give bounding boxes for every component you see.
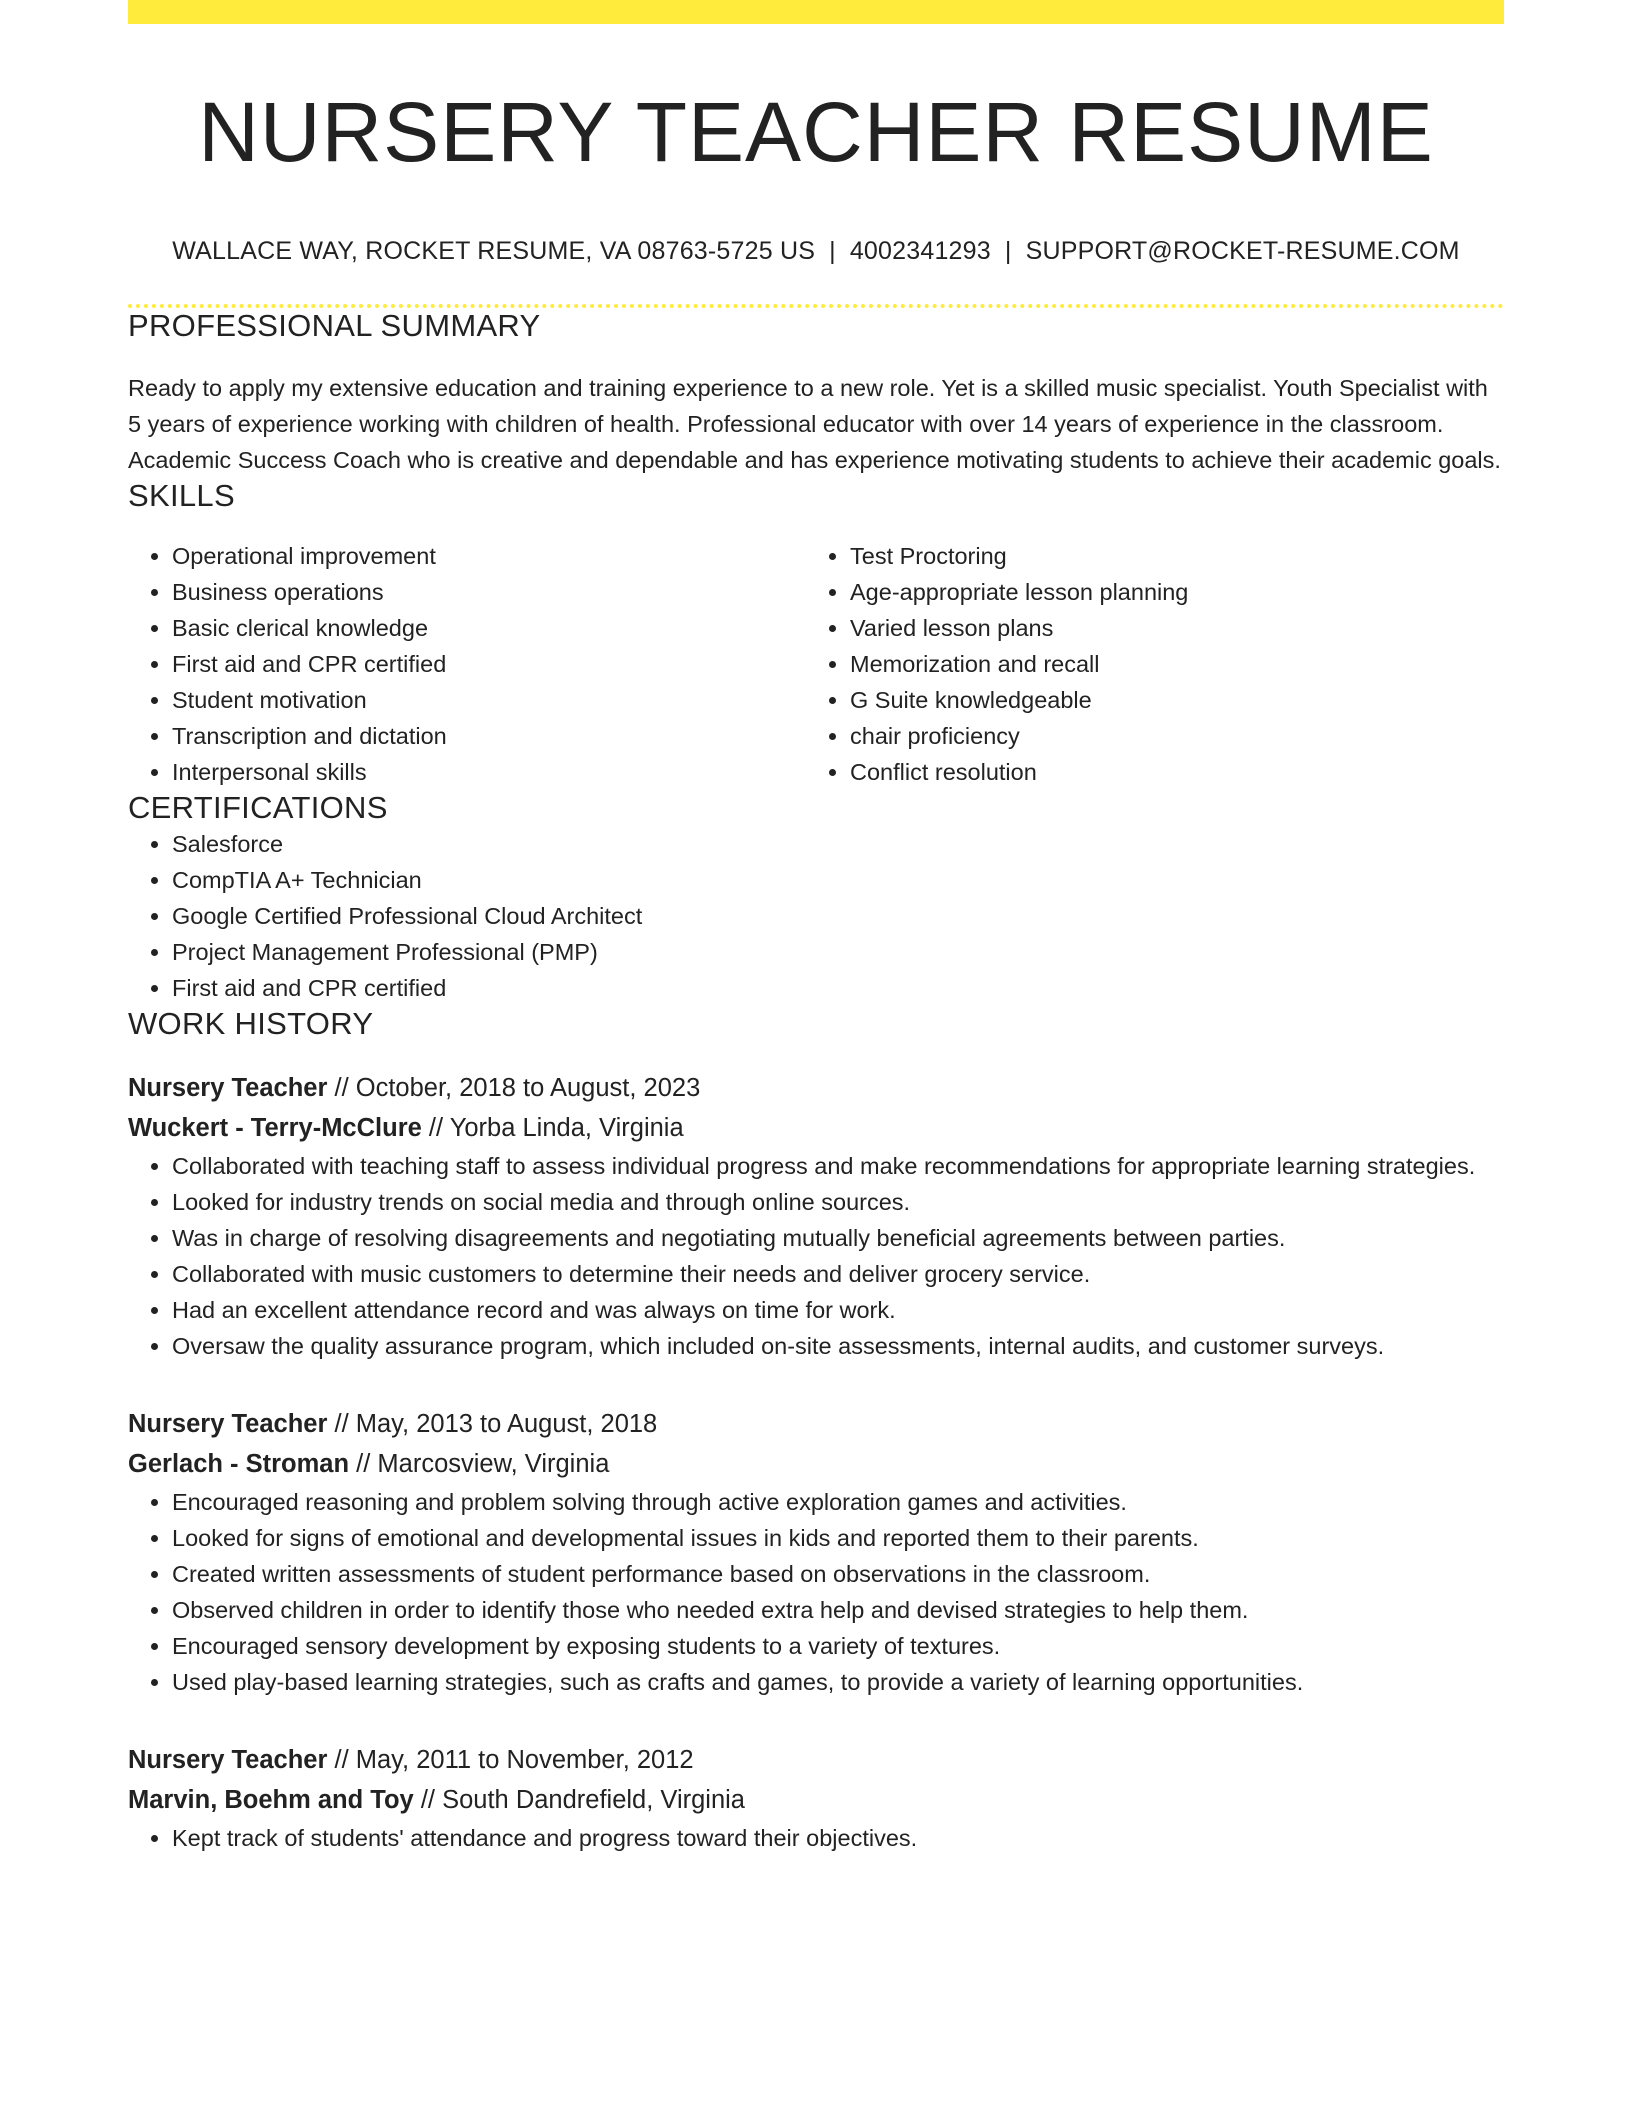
job-divider: //	[334, 1409, 349, 1438]
job-employer-line	[128, 1108, 1504, 1148]
job-employer: Gerlach - Stroman	[128, 1449, 350, 1478]
job-employer: Marvin, Boehm and Toy	[128, 1785, 414, 1814]
job-location: Yorba Linda, Virginia	[449, 1113, 684, 1142]
job-dates: May, 2013 to August, 2018	[355, 1409, 658, 1438]
job-employer: Wuckert - Terry-McClure	[128, 1113, 422, 1142]
skill-item: • Test Proctoring	[850, 538, 1484, 574]
job-bullet: • Collaborated with teaching staff to assess individual progress and make recommendations for appropriate learning strategies.	[172, 1148, 1504, 1184]
job-bullet: • Had an excellent attendance record and was always on time for work.	[172, 1292, 1504, 1328]
skill-item: • Varied lesson plans	[850, 610, 1484, 646]
skill-item: • Business operations	[172, 574, 806, 610]
job-title-line	[128, 1068, 1504, 1108]
certification-item: • Google Certified Professional Cloud Architect	[172, 898, 1504, 934]
contact-address: WALLACE WAY, ROCKET RESUME, VA 08763-5725 US	[172, 236, 816, 265]
job-divider: //	[334, 1745, 349, 1774]
job-bullet: • Was in charge of resolving disagreements and negotiating mutually beneficial agreements between parties.	[172, 1220, 1504, 1256]
job-title-line	[128, 1404, 1504, 1444]
skills-column-right	[806, 538, 1484, 790]
job-bullet: • Used play-based learning strategies, such as crafts and games, to provide a variety of learning opportunities.	[172, 1664, 1504, 1700]
skill-item: • G Suite knowledgeable	[850, 682, 1484, 718]
job-entry	[128, 1068, 1504, 1364]
skill-item: • Memorization and recall	[850, 646, 1484, 682]
job-role: Nursery Teacher	[128, 1409, 328, 1438]
job-bullet-list	[128, 1148, 1504, 1364]
job-location: South Dandrefield, Virginia	[442, 1785, 745, 1814]
job-bullet: • Encouraged reasoning and problem solving through active exploration games and activities.	[172, 1484, 1504, 1520]
job-bullet: • Kept track of students' attendance and progress toward their objectives.	[172, 1820, 1504, 1856]
skill-item: • Age-appropriate lesson planning	[850, 574, 1484, 610]
skill-item: • Operational improvement	[172, 538, 806, 574]
certification-item: • First aid and CPR certified	[172, 970, 1504, 1006]
job-dates: October, 2018 to August, 2023	[355, 1073, 701, 1102]
skill-item: • chair proficiency	[850, 718, 1484, 754]
job-role: Nursery Teacher	[128, 1745, 328, 1774]
job-divider: //	[356, 1449, 371, 1478]
job-entry	[128, 1740, 1504, 1856]
certification-item: • Salesforce	[172, 826, 1504, 862]
job-employer-line	[128, 1444, 1504, 1484]
job-bullet: • Encouraged sensory development by exposing students to a variety of textures.	[172, 1628, 1504, 1664]
job-employer-line	[128, 1780, 1504, 1820]
contact-separator: |	[1004, 236, 1012, 265]
job-title-line	[128, 1740, 1504, 1780]
skill-item: • Transcription and dictation	[172, 718, 806, 754]
skills-columns	[128, 538, 1504, 790]
job-bullet: • Oversaw the quality assurance program, which included on-site assessments, internal audits, and customer surveys.	[172, 1328, 1504, 1364]
resume-title: NURSERY TEACHER RESUME	[198, 85, 1434, 179]
job-location: Marcosview, Virginia	[377, 1449, 610, 1478]
contact-email: SUPPORT@ROCKET-RESUME.COM	[1025, 236, 1460, 265]
work-history-heading: WORK HISTORY	[128, 1005, 374, 1041]
job-bullet: • Looked for signs of emotional and developmental issues in kids and reported them to their parents.	[172, 1520, 1504, 1556]
job-bullet-list	[128, 1820, 1504, 1856]
skill-item: • First aid and CPR certified	[172, 646, 806, 682]
skill-item: • Interpersonal skills	[172, 754, 806, 790]
job-divider: //	[428, 1113, 444, 1142]
job-bullet: • Collaborated with music customers to determine their needs and deliver grocery service.	[172, 1256, 1504, 1292]
contact-separator: |	[829, 236, 836, 265]
skills-heading: SKILLS	[128, 477, 235, 513]
skill-item: • Conflict resolution	[850, 754, 1484, 790]
resume-page	[128, 0, 1504, 1856]
job-bullet: • Looked for industry trends on social media and through online sources.	[172, 1184, 1504, 1220]
certifications-list	[128, 826, 1504, 1006]
contact-phone: 4002341293	[849, 236, 991, 265]
certification-item: • CompTIA A+ Technician	[172, 862, 1504, 898]
job-divider: //	[334, 1073, 349, 1102]
job-bullet: • Observed children in order to identify those who needed extra help and devised strategies to help them.	[172, 1592, 1504, 1628]
skill-item: • Basic clerical knowledge	[172, 610, 806, 646]
job-bullet: • Created written assessments of student performance based on observations in the classroom.	[172, 1556, 1504, 1592]
summary-text: Ready to apply my extensive education and training experience to a new role. Yet is a skilled music specialist. Youth Specialist with 5 years of experience working with children of health. Professional educator with over 14 years of experience in the classroom. Academic Success Coach who is creative and dependable and has experience motivating students to achieve their academic goals.	[128, 374, 1501, 473]
summary-heading: PROFESSIONAL SUMMARY	[128, 307, 541, 343]
job-dates: May, 2011 to November, 2012	[355, 1745, 694, 1774]
skills-column-left	[128, 538, 806, 790]
skill-item: • Student motivation	[172, 682, 806, 718]
contact-line	[128, 237, 1504, 266]
job-entry	[128, 1404, 1504, 1700]
accent-top-bar	[128, 0, 1504, 24]
certifications-heading: CERTIFICATIONS	[128, 789, 388, 825]
job-bullet-list	[128, 1484, 1504, 1700]
certification-item: • Project Management Professional (PMP)	[172, 934, 1504, 970]
job-divider: //	[420, 1785, 435, 1814]
job-role: Nursery Teacher	[128, 1073, 328, 1102]
